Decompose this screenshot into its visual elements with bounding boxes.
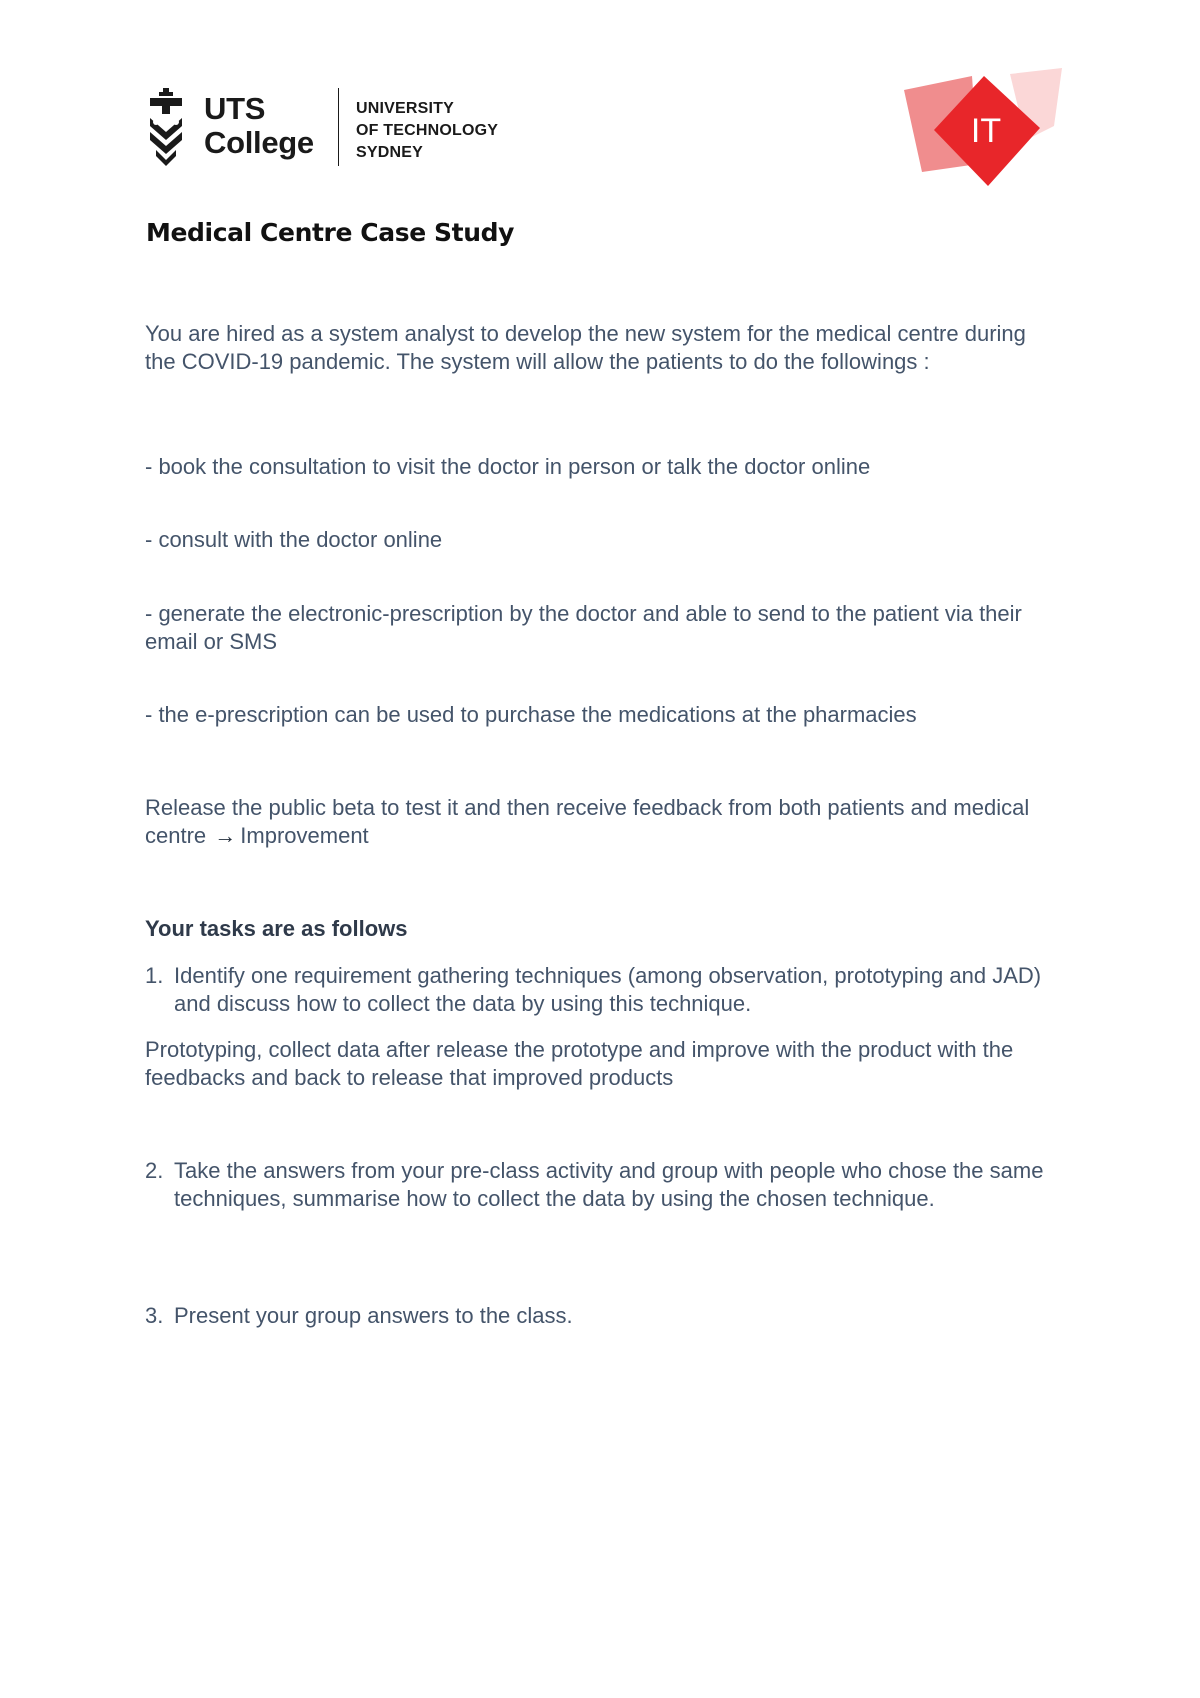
intro-paragraph: You are hired as a system analyst to develop the new system for the medical centre during the COVID-19 pandemic. The system will allow the patients to do the followings : — [145, 321, 1026, 374]
logo-divider — [338, 88, 339, 166]
release-suffix: Improvement — [240, 823, 369, 848]
feature-item: - book the consultation to visit the doctor in person or talk the doctor online — [145, 454, 871, 479]
task-1-answer: Prototyping, collect data after release the prototype and improve with the product with the feedbacks and back to release that improved products — [145, 1037, 1014, 1090]
university-line3: SYDNEY — [356, 144, 423, 161]
feature-item: - generate the electronic-prescription by the doctor and able to send to the patient via their email or SMS — [145, 601, 1022, 654]
task-text: Take the answers from your pre-class activity and group with people who chose the same techniques, summarise how to collect the data by using the chosen technique. — [174, 1158, 1044, 1211]
task-item — [145, 1302, 1045, 1330]
task-item — [145, 962, 1045, 1018]
task-number: 3. — [145, 1303, 164, 1328]
task-text: Present your group answers to the class. — [174, 1303, 573, 1328]
right-arrow-icon: → — [214, 823, 237, 848]
feature-item: - the e-prescription can be used to purchase the medications at the pharmacies — [145, 702, 917, 727]
uts-college-wordmark — [204, 92, 314, 160]
task-item — [145, 1157, 1045, 1213]
university-line1: UNIVERSITY — [356, 100, 455, 117]
task-number: 2. — [145, 1158, 164, 1183]
task-text: Identify one requirement gathering techniques (among observation, prototyping and JAD) and discuss how to collect the data by using this technique. — [174, 963, 1042, 1016]
it-logo — [900, 68, 1062, 194]
university-name — [356, 98, 498, 164]
release-paragraph — [145, 794, 1045, 850]
university-line2: OF TECHNOLOGY — [356, 122, 499, 139]
release-text: Release the public beta to test it and then receive feedback from both patients and medical centre — [145, 795, 1030, 848]
it-badge-text: IT — [970, 112, 1002, 150]
uts-college-logo — [146, 88, 526, 172]
tasks-heading: Your tasks are as follows — [145, 916, 408, 941]
feature-item: - consult with the doctor online — [145, 527, 443, 552]
task-number: 1. — [145, 963, 164, 988]
uts-crest-icon — [146, 88, 186, 168]
uts-wordmark-line1: UTS — [204, 91, 266, 126]
document-title: Medical Centre Case Study — [146, 218, 515, 247]
uts-wordmark-line2: College — [204, 125, 314, 160]
